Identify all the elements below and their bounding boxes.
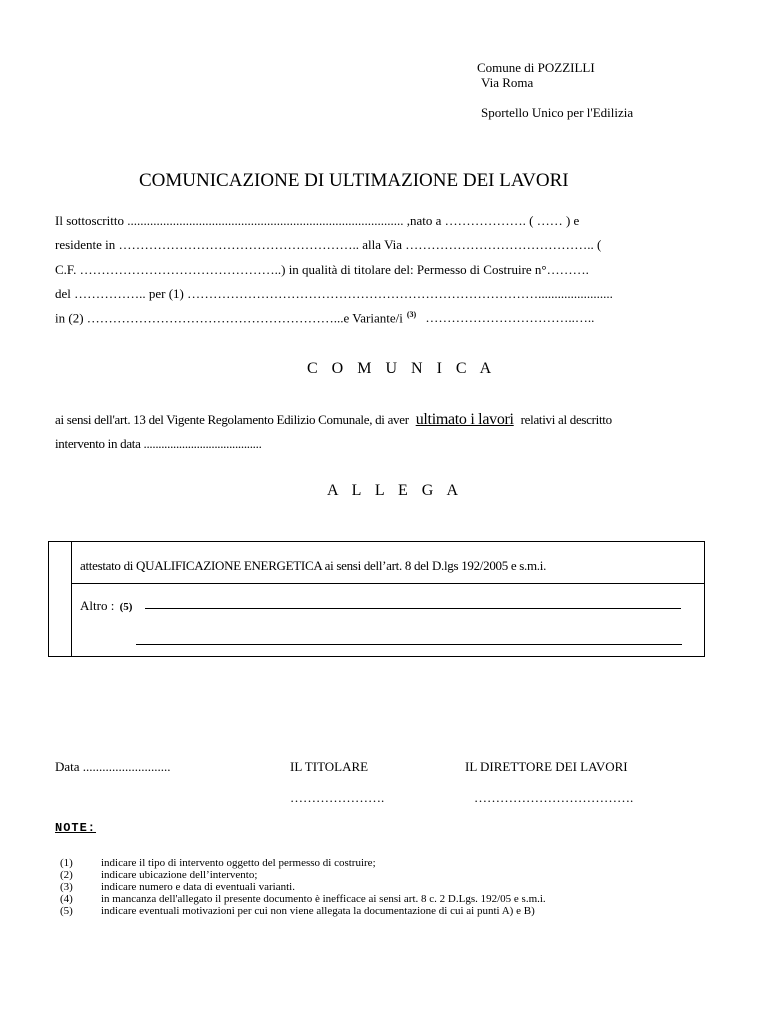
note-text-2: indicare ubicazione dell’intervento; [101,869,258,881]
date-field: Data ........................... [55,759,171,774]
checkbox-column-divider [71,542,72,656]
footnote-ref-5: (5) [119,601,133,613]
other-fill-line-1[interactable] [145,608,681,609]
comunica-heading: C O M U N I C A [307,360,497,377]
note-text-5: indicare eventuali motivazioni per cui non viene allegata la documentazione di cui ai punti A) e B) [101,905,535,917]
note-num-4: (4) [60,893,73,905]
row-divider [71,583,704,584]
notes-title: NOTE: [55,821,97,835]
completion-date-line: intervento in data ........................................ [55,436,262,451]
attachment-other-label [80,598,132,614]
director-signature-line: ………………………………. [474,790,634,805]
declarant-line-4: del …………….. per (1) ………………………………………………………………………....................... [55,286,613,301]
document-title: COMUNICAZIONE DI ULTIMAZIONE DEI LAVORI [139,170,569,191]
note-num-1: (1) [60,857,73,869]
other-fill-line-2[interactable] [136,644,682,645]
holder-label: IL TITOLARE [290,759,369,774]
note-text-1: indicare il tipo di intervento oggetto del permesso di costruire; [101,857,376,869]
municipality-street: Via Roma [481,75,534,90]
other-label: Altro : [80,598,115,613]
declarant-line-5 [55,310,594,326]
comunica-text-b: relativi al descritto [520,412,612,427]
declarant-line-3: C.F. ………………………………………..) in qualità di titolare del: Permesso di Costruire n°………. [55,262,589,277]
footnote-ref-3: (3) [406,310,417,319]
declarant-line-2: residente in ……………………………………………….. alla Via …………………………………….. ( [55,237,602,252]
allega-heading: A L L E G A [327,482,464,499]
declarant-line-5-a: in (2) …………………………………………………...e Variante/i [55,310,403,326]
holder-signature-line: …………………. [290,790,385,805]
declarant-line-5-b: ……………………………..….. [425,310,595,326]
comunica-text [55,411,612,429]
director-label: IL DIRETTORE DEI LAVORI [465,759,628,774]
municipality-name: Comune di POZZILLI [477,60,595,75]
office-name: Sportello Unico per l'Edilizia [481,105,634,120]
note-num-2: (2) [60,869,73,881]
comunica-text-a: ai sensi dell'art. 13 del Vigente Regolamento Edilizio Comunale, di aver [55,412,409,427]
note-text-4: in mancanza dell'allegato il presente documento è inefficace ai sensi art. 8 c. 2 D.Lgs. 192/05 e s.m.i. [101,893,546,905]
note-text-3: indicare numero e data di eventuali varianti. [101,881,295,893]
ultimated-works-emphasis: ultimato i lavori [415,411,514,428]
declarant-line-1: Il sottoscritto ..................................................................................... ,nato a ………………. ( …… ) e [55,213,580,228]
note-num-3: (3) [60,881,73,893]
note-num-5: (5) [60,905,73,917]
attachment-energy-certificate: attestato di QUALIFICAZIONE ENERGETICA ai sensi dell’art. 8 del D.lgs 192/2005 e s.m.i. [80,558,547,573]
